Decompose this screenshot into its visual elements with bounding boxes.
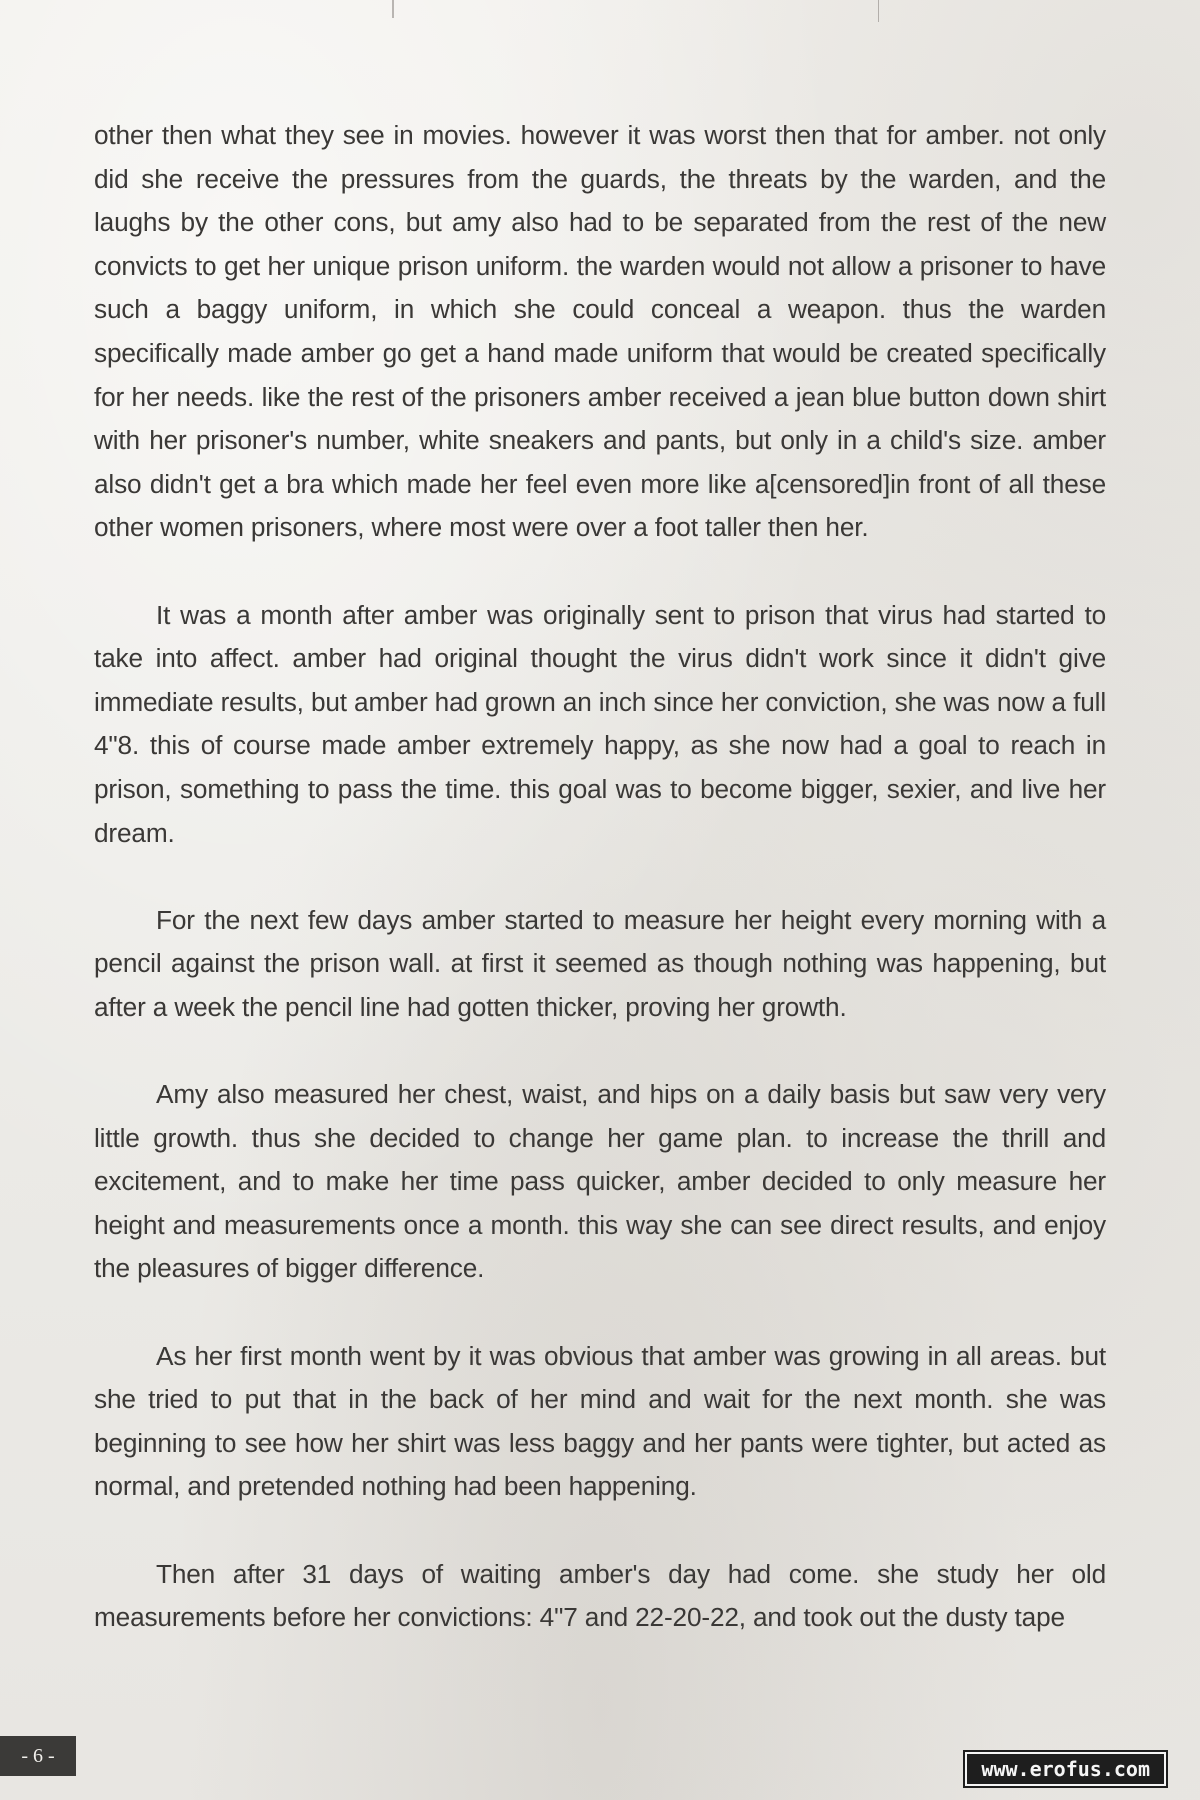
paragraph-5: As her first month went by it was obvious that amber was growing in all areas. but she tried to put that in the back of her mind and wait for the next month. she was beginning to see how her shirt was less baggy and her pants were tighter, but acted as normal, and pretended nothing had been happening. [94, 1340, 1106, 1502]
paper-scratch [878, 0, 879, 22]
page-number: - 6 - [0, 1736, 76, 1776]
paper-scratch [392, 0, 394, 18]
body-text [94, 114, 1106, 1683]
paragraph-1: other then what they see in movies. however it was worst then that for amber. not only did she receive the pressures from the guards, the threats by the warden, and the laughs by the other cons, but amy also had to be separated from the rest of the new convicts to get her unique prison uniform. the warden would not allow a prisoner to have such a baggy uniform, in which she could conceal a weapon. thus the warden specifically made amber go get a hand made uniform that would be created specifically for her needs. like the rest of the prisoners amber received a jean blue button down shirt with her prisoner's number, white sneakers and pants, but only in a child's size. amber also didn't get a bra which made her feel even more like a[censored]in front of all these other women prisoners, where most were over a foot taller then her. [94, 120, 1106, 543]
paragraph-2: It was a month after amber was originally sent to prison that virus had started to take into affect. amber had original thought the virus didn't work since it didn't give immediate results, but amber had grown an inch since her conviction, she was now a full 4"8. this of course made amber extremely happy, as she now had a goal to reach in prison, something to pass the time. this goal was to become bigger, sexier, and live her dream. [94, 599, 1106, 848]
paragraph-4: Amy also measured her chest, waist, and hips on a daily basis but saw very very little growth. thus she decided to change her game plan. to increase the thrill and excitement, and to make her time pass quicker, amber decided to only measure her height and measurements once a month. this way she can see direct results, and enjoy the pleasures of bigger difference. [94, 1079, 1106, 1284]
paragraph-3: For the next few days amber started to measure her height every morning with a pencil against the prison wall. at first it seemed as though nothing was happening, but after a week the pencil line had gotten thicker, proving her growth. [94, 904, 1106, 1022]
paragraph-6: Then after 31 days of waiting amber's day had come. she study her old measurements before her convictions: 4"7 and 22-20-22, and took out the dusty tape [94, 1558, 1106, 1633]
site-watermark: www.erofus.com [965, 1752, 1166, 1786]
